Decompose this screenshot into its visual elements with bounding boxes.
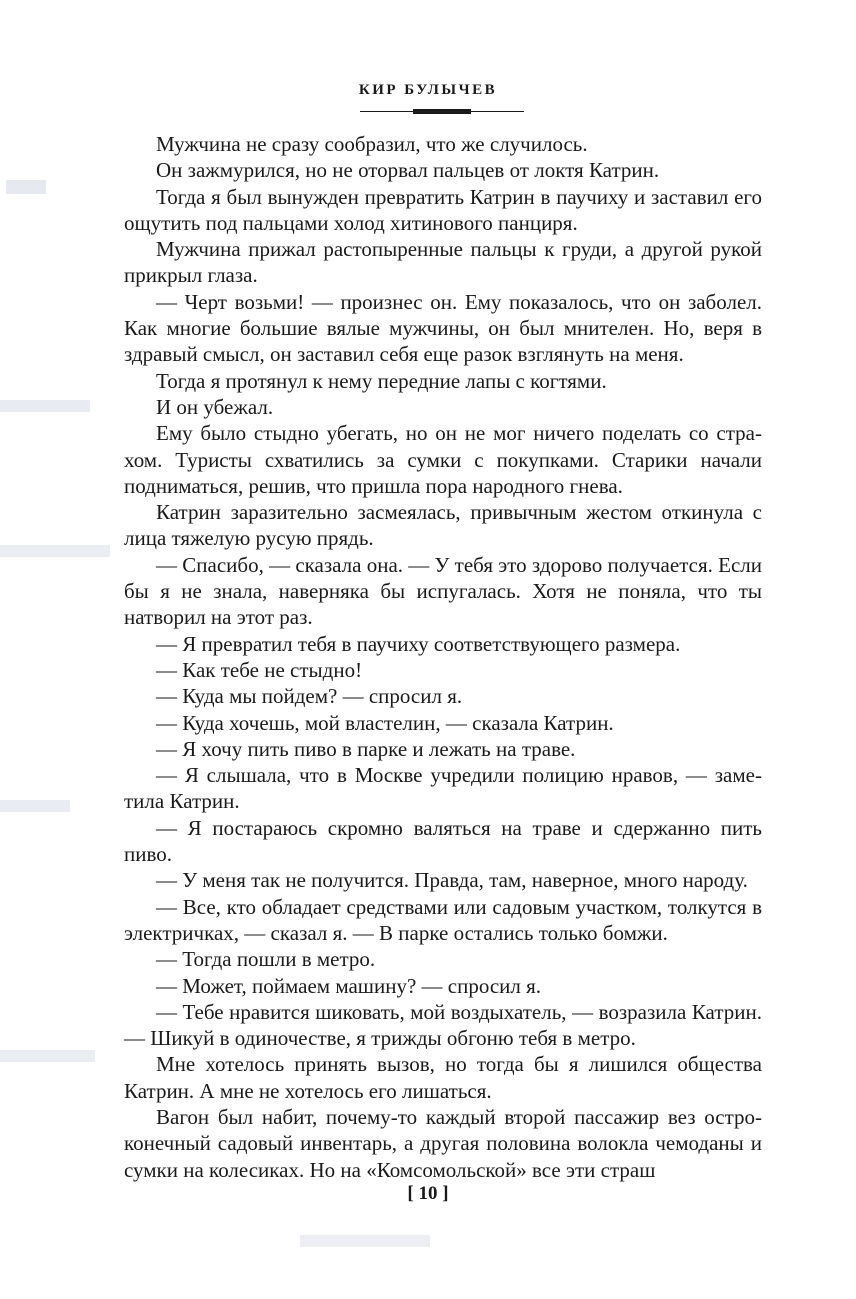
paragraph: — Может, поймаем машину? — спросил я.: [156, 973, 542, 998]
paragraph: Ему было стыдно убегать, но он не мог ничего поделать со страхом. Туристы схватились за сумки с покупками. Старики начали подниматься, решив, что пришла пора народного гнева.: [124, 421, 762, 498]
paragraph: — Спасибо, — сказала она. — У тебя это здорово получается. Если бы я не знала, наверняка бы испугалась. Хотя не поняла, что ты натворил на этот раз.: [124, 552, 762, 630]
paragraph: Мужчина прижал растопыренные пальцы к груди, а другой рукой прикрыл глаза.: [124, 237, 762, 288]
paragraph: И он убежал.: [156, 394, 274, 419]
paragraph: — Все, кто обладает средствами или садовым участком, толкутся в электричках, — сказал я. — В парке остались только бомжи.: [124, 894, 762, 945]
paragraph: Вагон был набит, почему-то каждый второй пассажир вез остроконечный садовый инвентарь, а другая половина волокла чемоданы и сумки на колесиках. Но на «Комсомольской» все эти страш: [124, 1104, 762, 1182]
page-number: [ 10 ]: [407, 1183, 449, 1204]
paragraph: Мужчина не сразу сообразил, что же случилось.: [156, 132, 588, 156]
paragraph: — Как тебе не стыдно!: [156, 657, 363, 682]
bleed-through-mark: [6, 180, 46, 194]
paragraph: Катрин заразительно засмеялась, привычным жестом откинула с лица тяжелую русую прядь.: [124, 500, 762, 551]
paragraph: — У меня так не получится. Правда, там, наверное, много народу.: [156, 868, 748, 893]
paragraph: — Тогда пошли в метро.: [156, 947, 376, 972]
bleed-through-mark: [0, 800, 70, 812]
paragraph: — Я постараюсь скромно валяться на траве и сдержанно пить пиво.: [124, 815, 762, 867]
paragraph: — Куда хочешь, мой властелин, — сказала Катрин.: [156, 710, 614, 735]
bleed-through-mark: [0, 400, 90, 412]
paragraph: — Тебе нравится шиковать, мой воздыхатель, — возразила Катрин. — Шикуй в одиночестве, я трижды обгоню тебя в метро.: [124, 999, 762, 1051]
body-text: [124, 131, 762, 1183]
bleed-through-mark: [300, 1235, 430, 1247]
paragraph: — Куда мы пойдем? — спросил я.: [156, 684, 463, 709]
bleed-through-mark: [0, 1050, 95, 1062]
bleed-through-mark: [0, 545, 110, 557]
paragraph: Он зажмурился, но не оторвал пальцев от локтя Катрин.: [156, 158, 660, 183]
paragraph: Мне хотелось принять вызов, но тогда бы я лишился общества Катрин. А мне не хотелось его лишаться.: [124, 1052, 762, 1103]
paragraph: — Черт возьми! — произнес он. Ему показалось, что он заболел. Как многие большие вялые мужчины, он был мнителен. Но, веря в здравый смысл, он заставил себя еще разок взглянуть на меня.: [124, 289, 762, 367]
paragraph: — Я хочу пить пиво в парке и лежать на траве.: [156, 736, 576, 761]
header-rule-accent: [413, 109, 471, 114]
paragraph: Тогда я протянул к нему передние лапы с когтями.: [156, 368, 607, 393]
paragraph: — Я слышала, что в Москве учредили полицию нравов, — заметила Катрин.: [124, 763, 762, 814]
running-header: КИР БУЛЫЧЕВ: [358, 82, 498, 98]
paragraph: — Я превратил тебя в паучиху соответствующего размера.: [156, 631, 681, 656]
paragraph: Тогда я был вынужден превратить Катрин в паучиху и заставил его ощутить под пальцами холод хитинового панциря.: [124, 184, 762, 235]
